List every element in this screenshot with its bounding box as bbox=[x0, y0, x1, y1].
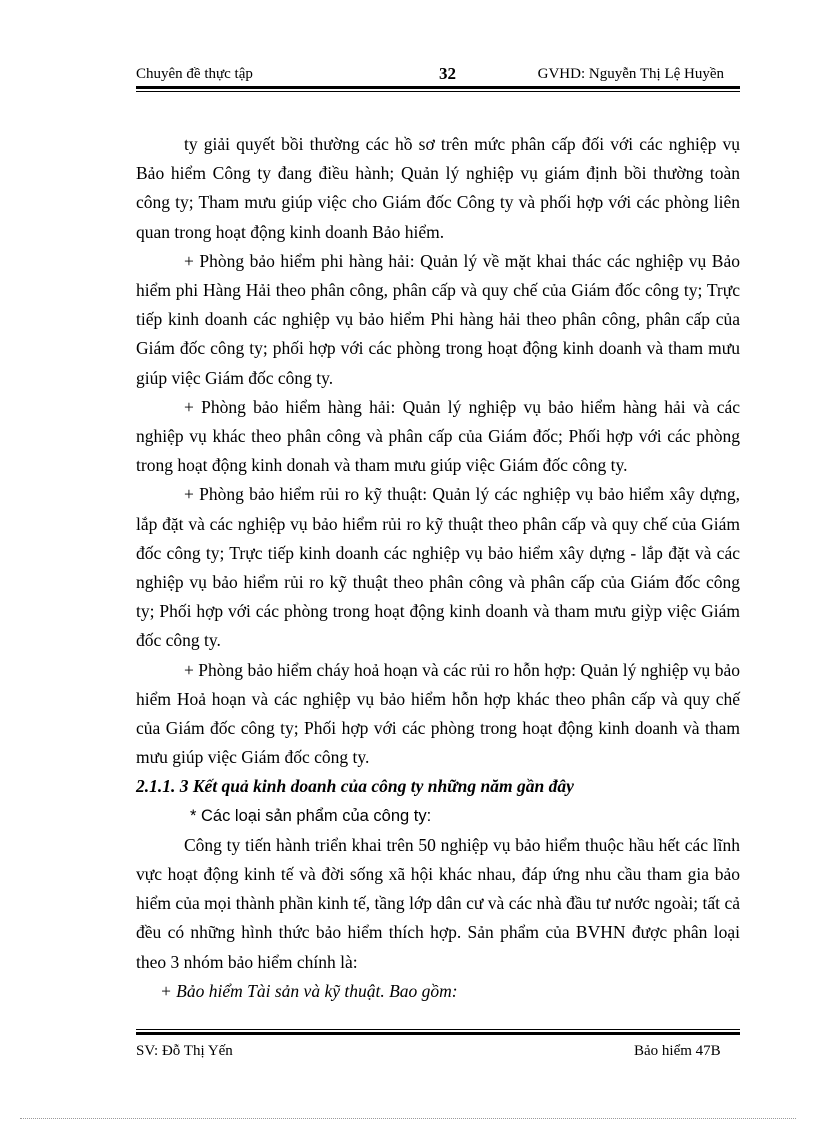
paragraph: + Phòng bảo hiểm cháy hoả hoạn và các rủi ro hỗn hợp: Quản lý nghiệp vụ bảo hiểm Hoả hoạn và các nghiệp vụ bảo hiểm hỗn hợp khác theo phân cấp và quy chế của Giám đốc công ty; Phối hợp với các phòng trong hoạt động kinh doanh và tham mưu giúp việc Giám đốc công ty. bbox=[136, 659, 740, 768]
footer-class: Bảo hiểm 47B bbox=[634, 1043, 721, 1059]
paragraph: + Phòng bảo hiểm phi hàng hải: Quản lý về mặt khai thác các nghiệp vụ Bảo hiểm phi Hàng Hải theo phân công, phân cấp và quy chế của Giám đốc công ty; Trực tiếp kinh doanh các nghiệp vụ bảo hiểm Phi hàng hải theo phân công, phân cấp của Giám đốc công ty; phối hợp với các phòng trong hoạt động kinh doanh và tham mưu giúp việc Giám đốc công ty. bbox=[136, 250, 740, 388]
footer-student: SV: Đỗ Thị Yến bbox=[136, 1043, 233, 1059]
footer-rule-thin bbox=[136, 1029, 740, 1030]
page-bottom-border bbox=[20, 1118, 796, 1119]
header-rule-thin bbox=[136, 91, 740, 92]
page-number: 32 bbox=[439, 64, 456, 83]
footer-rule-thick bbox=[136, 1032, 740, 1035]
paragraph: Công ty tiến hành triển khai trên 50 nghiệp vụ bảo hiểm thuộc hầu hết các lĩnh vực hoạt động kinh tế và đời sống xã hội khác nhau, đáp ứng nhu cầu tham gia bảo hiểm của mọi thành phần kinh tế, tầng lớp dân cư và các nhà đầu tư nước ngoài; tất cả đều có những hình thức bảo hiểm thích hợp. Sản phẩm của BVHN được phân loại theo 3 nhóm bảo hiểm chính là: bbox=[136, 834, 740, 972]
section-heading: 2.1.1. 3 Kết quả kinh doanh của công ty những năm gần đây bbox=[136, 776, 574, 797]
header-rule-thick bbox=[136, 86, 740, 89]
paragraph: + Phòng bảo hiểm rủi ro kỹ thuật: Quản lý các nghiệp vụ bảo hiểm xây dựng, lắp đặt và các nghiệp vụ bảo hiểm rủi ro kỹ thuật theo phân cấp và quy chế của Giám đốc công ty; Trực tiếp kinh doanh các nghiệp vụ bảo hiểm xây dựng - lắp đặt và các nghiệp vụ bảo hiểm rủi ro kỹ thuật theo phân công và phân cấp của Giám đốc công ty; Phối hợp với các phòng trong hoạt động kinh doanh và tham mưu giỳp việc Giám đốc công ty. bbox=[136, 484, 740, 651]
paragraph: + Phòng bảo hiểm hàng hải: Quản lý nghiệp vụ bảo hiểm hàng hải và các nghiệp vụ khác theo phân công và phân cấp của Giám đốc; Phối hợp với các phòng trong hoạt động kinh donah và tham mưu giúp việc Giám đốc công ty. bbox=[136, 396, 740, 476]
page-header bbox=[136, 66, 740, 88]
header-left: Chuyên đề thực tập bbox=[136, 66, 253, 82]
page-body bbox=[136, 130, 740, 1006]
header-right: GVHD: Nguyễn Thị Lệ Huyền bbox=[537, 66, 724, 82]
italic-item: + Bảo hiểm Tài sản và kỹ thuật. Bao gồm: bbox=[160, 980, 458, 1001]
bullet-line: * Các loại sản phẩm của công ty: bbox=[190, 806, 432, 825]
paragraph: ty giải quyết bồi thường các hồ sơ trên mức phân cấp đối với các nghiệp vụ Bảo hiểm Công ty đang điều hành; Quản lý nghiệp vụ giám định bồi thường toàn công ty; Tham mưu giúp việc cho Giám đốc Công ty và phối hợp với các phòng liên quan trong hoạt động kinh doanh Bảo hiểm. bbox=[136, 134, 740, 242]
